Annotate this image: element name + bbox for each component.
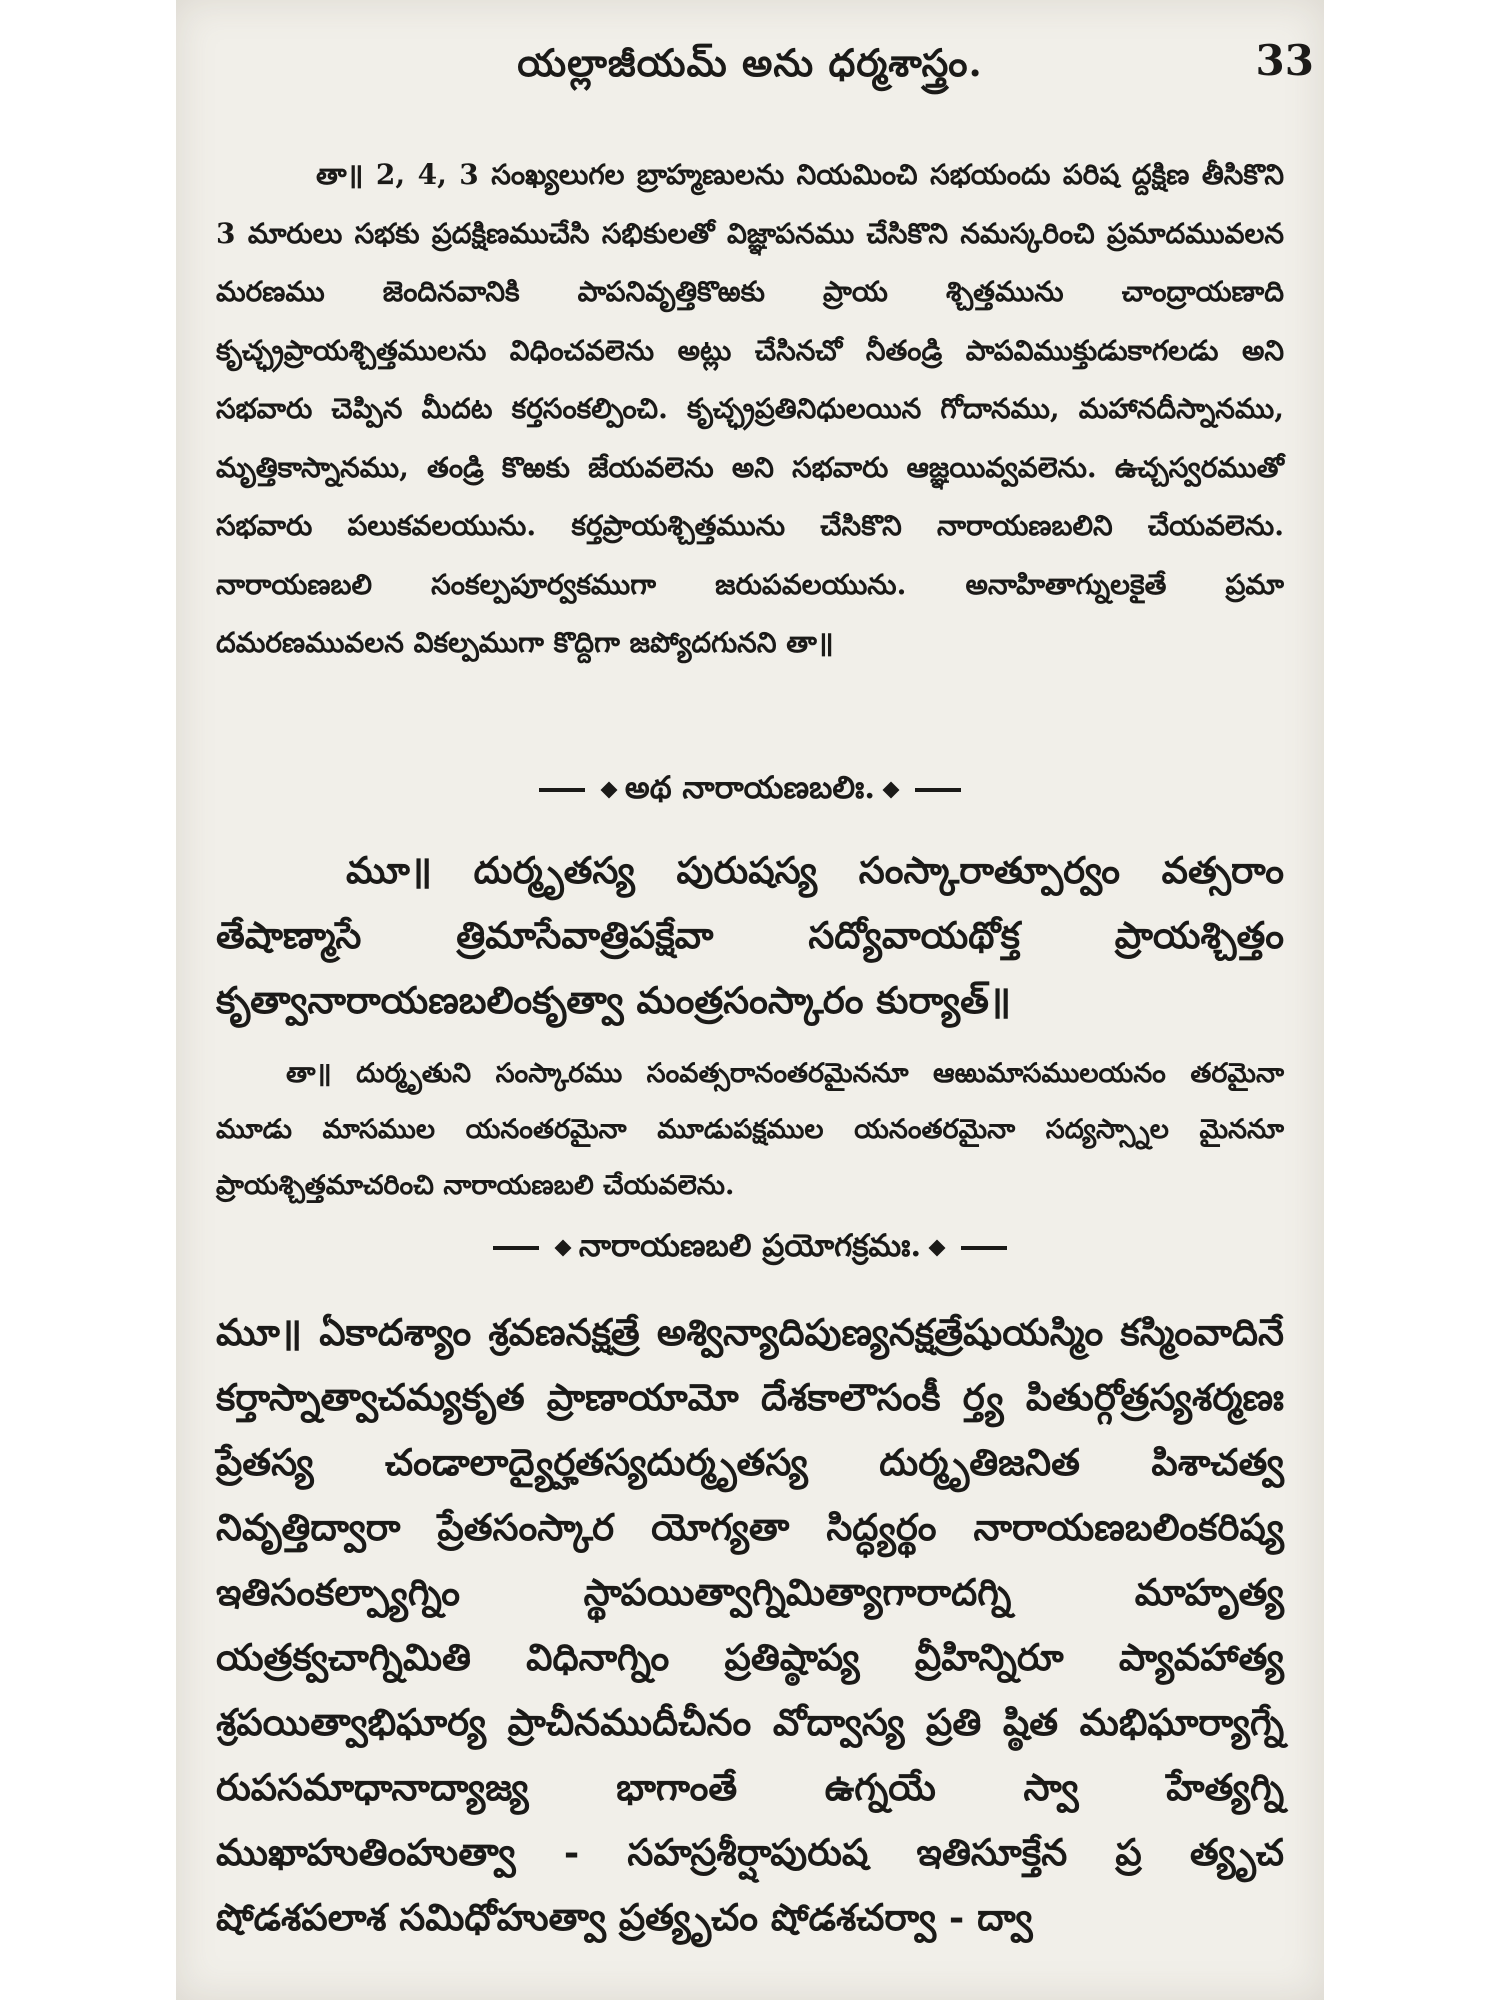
heading-rule-right [915,788,961,792]
commentary-paragraph-2 [216,1046,1284,1214]
commentary-text: తా॥ 2, 4, 3 సంఖ్యలుగల బ్రాహ్మణులను నియమించి సభయందు పరిష ద్దక్షిణ తీసికొని 3 మారులు సభకు ప్రదక్షిణముచేసి సభికులతో విజ్ఞాపనము చేసికొని నమస్కరించి ప్రమాదమువలన మరణము జెందినవానికి పాపనివృత్తికొఱకు ప్రాయ శ్చిత్తమును చాంద్రాయణాది కృచ్ఛ్రప్రాయశ్చిత్తములను విధించవలెను అట్లు చేసినచో నీతండ్రి పాపవిముక్తుడుకాగలడు అని సభవారు చెప్పిన మీదట కర్తసంకల్పించి. కృచ్ఛ్రప్రతినిధులయిన గోదానము, మహానదీస్నానము, మృత్తికాస్నానము, తండ్రి కొఱకు జేయవలెను అని సభవారు ఆజ్ఞయివ్వవలెను. ఉచ్చస్వరముతో సభవారు పలుకవలయును. కర్తప్రాయశ్చిత్తమును చేసికొని నారాయణబలిని చేయవలెను. నారాయణబలి సంకల్పపూర్వకముగా జరుపవలయును. అనాహితాగ్నులకైతే ప్రమా దమరణమువలన వికల్పముగా కొద్దిగా జప్యోదగునని తా॥ [216,158,1284,659]
document-page [176,0,1324,2000]
section-heading-text: నారాయణబలి ప్రయోగక్రమః. [578,1228,922,1264]
section-heading-atha-narayanabali [176,770,1324,813]
diamond-ornament-icon [600,781,617,798]
mula-text: మూ॥ ఏకాదశ్యాం శ్రవణనక్షత్రే అశ్విన్యాదిపుణ్యనక్షత్రేషుయస్మిం కస్మింవాదినే కర్తాస్నాత్వాచమ్యకృత ప్రాణాయామో దేశకాలౌసంకీ ర్త్య పితుర్గోత్రస్యశర్మణః ప్రేతస్య చండాలాద్యైర్హతస్యదుర్మృతస్య దుర్మృతిజనిత పిశాచత్వ నివృత్తిద్వారా ప్రేతసంస్కార యోగ్యతా సిద్ధ్యర్థం నారాయణబలింకరిష్య ఇతిసంకల్ప్యాగ్నిం స్థాపయిత్వాగ్నిమిత్యాగారాదగ్ని మాహృత్య యత్రక్వచాగ్నిమితి విధినాగ్నిం ప్రతిష్ఠాప్య వ్రీహిన్నిరూ ప్యావహాత్య శ్రపయిత్వాభిఘార్య ప్రాచీనముదీచీనం వోద్వాస్య ప్రతి ష్ఠిత మభిఘార్యాగ్నే రుపసమాధానాద్యాజ్య భాగాంతే ఉగ్నయే స్వా హేత్యగ్ని ముఖాహుతింహుత్వా - సహస్రశీర్షాపురుష ఇతిసూక్తేన ప్ర త్యృచ షోడశపలాశ సమిధోహుత్వా ప్రత్యృచం షోడశచర్వా - ద్వా [216,1310,1284,1939]
heading-rule-left [539,788,585,792]
heading-rule-left [493,1246,539,1250]
mula-text: మూ॥ దుర్మృతస్య పురుషస్య సంస్కారాత్పూర్వం వత్సరాం తేషాణ్మాసే త్రిమాసేవాత్రిపక్షేవా సద్యోవాయథోక్త ప్రాయశ్చిత్తం కృత్వానారాయణబలింకృత్వా మంత్రసంస్కారం కుర్యాత్॥ [216,848,1284,1022]
section-heading-text: అథ నారాయణబలిః. [624,770,876,806]
commentary-text: తా॥ దుర్మృతుని సంస్కారము సంవత్సరానంతరమైననూ ఆఱుమాసములయనం తరమైనా మూడు మాసముల యనంతరమైనా మూడుపక్షముల యనంతరమైనా సద్యస్స్నాల మైననూ ప్రాయశ్చిత్తమాచరించి నారాయణబలి చేయవలెను. [216,1058,1284,1201]
page-header [176,22,1324,112]
heading-rule-right [961,1246,1007,1250]
running-title: యల్లాజీయమ్ అను ధర్మశాస్త్రం. [517,40,983,85]
section-heading-prayoga-krama [176,1228,1324,1271]
diamond-ornament-icon [883,781,900,798]
diamond-ornament-icon [929,1239,946,1256]
commentary-paragraph-1 [216,146,1284,673]
mula-verse-1 [216,838,1284,1033]
diamond-ornament-icon [554,1239,571,1256]
page-number: 33 [1255,36,1314,85]
mula-verse-2 [216,1300,1284,1950]
